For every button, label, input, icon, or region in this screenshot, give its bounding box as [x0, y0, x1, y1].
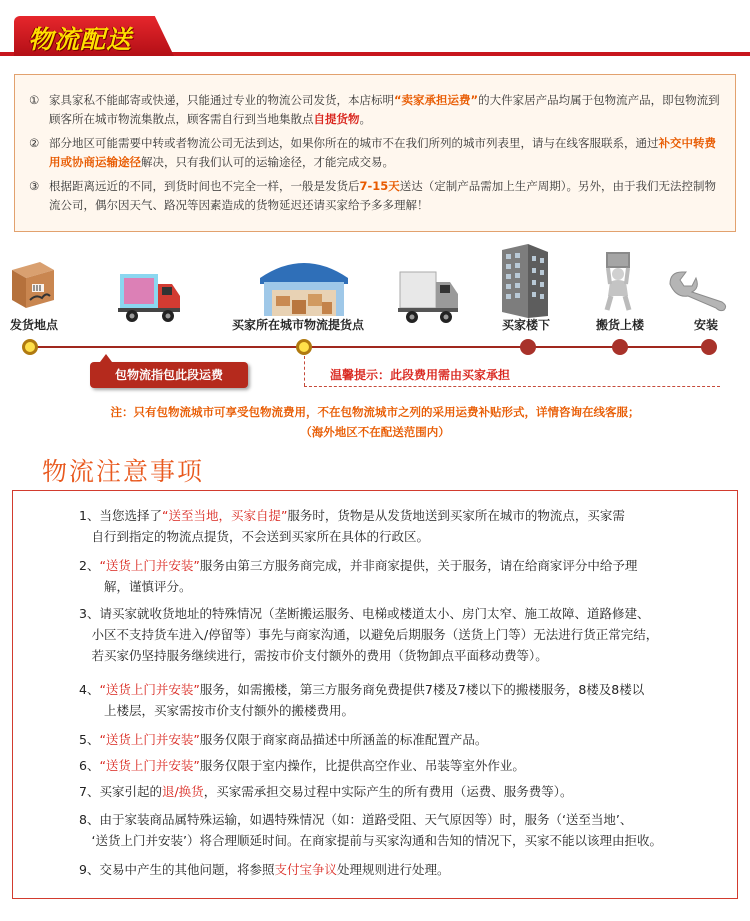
text-run: 根据距离远近的不同，到货时间也不完全一样，一般是发货后 — [49, 179, 360, 193]
rule-item — [79, 781, 719, 802]
rule-item — [79, 679, 719, 721]
delivery-flow-diagram — [0, 250, 750, 450]
notice-number: ① — [29, 93, 40, 107]
truck-icon — [118, 270, 182, 330]
rule-item — [79, 603, 719, 666]
highlight-text: “卖家承担运费” — [394, 93, 479, 107]
warehouse-icon — [256, 254, 352, 322]
highlight-text: “送货上门并安装” — [99, 732, 200, 747]
text-run: 服务仅限于室内操作，比提供高空作业、吊装等室外作业。 — [199, 758, 525, 773]
text-run: 上楼层，买家需按市价支付额外的搬楼费用。 — [79, 703, 355, 718]
text-run: 小区不支持货车进入/停留等）事先与商家沟通，以避免后期服务（送货上门等）无法进行货正常完结， — [79, 627, 659, 642]
text-run: 1、当您选择了 — [79, 508, 162, 523]
wrench-icon — [666, 268, 730, 316]
highlight-text: 退/换货 — [161, 784, 204, 799]
label-ship-origin: 发货地点 — [10, 318, 59, 332]
highlight-text: 补交中转费用或协商运输途径 — [49, 136, 716, 169]
text-run: 9、交易中产生的其他问题，将参照 — [79, 862, 275, 877]
text-run: 服务，如需搬楼，第三方服务商免费提供7楼及7楼以下的搬楼服务，8楼及8楼以 — [199, 682, 645, 697]
notice-item — [29, 91, 723, 129]
text-run: 解决，只有我们认可的运输途径，才能完成交易。 — [141, 155, 394, 169]
text-run: 2、 — [79, 558, 100, 573]
rule-item — [79, 505, 719, 547]
rule-item — [79, 729, 719, 750]
text-run: 3、请买家就收货地址的特殊情况（垄断搬运服务、电梯或楼道太小、房门太窄、施工故障、道路修建、 — [79, 606, 650, 621]
timeline-dot-install — [701, 339, 717, 355]
timeline-dot-downstairs — [520, 339, 536, 355]
text-run: 6、 — [79, 758, 100, 773]
dashed-connector — [304, 356, 305, 386]
highlight-text: 自提货物 — [313, 112, 360, 126]
notice-item — [29, 134, 723, 172]
text-run: 部分地区可能需要中转或者物流公司无法到达，如果你所在的城市不在我们所列的城市列表里，请与在线客服联系，通过 — [49, 136, 659, 150]
building-icon — [496, 242, 552, 322]
porter-icon — [598, 252, 638, 316]
text-run: 的大件家居产品均属于包物流产品，即包物流到顾客所在城市物流集散点，顾客需自行到当地集散点 — [49, 93, 720, 126]
label-downstairs: 买家楼下 — [502, 318, 551, 332]
label-city-pickup: 买家所在城市物流提货点 — [232, 318, 365, 332]
text-run: 自行到指定的物流点提货，不会送到买家所在具体的行政区。 — [79, 529, 430, 544]
logistics-rules-box — [12, 490, 738, 899]
text-run: 送达（定制产品需加上生产周期）。另外，由于我们无法控制物流公司，偶尔因天气、路况等因素造成的货物延迟还请买家给予多多理解！ — [49, 179, 717, 212]
text-run: 若买家仍坚持服务继续进行，需按市价支付额外的费用（货物卸点平面移动费等）。 — [79, 648, 548, 663]
text-run: 服务时，货物是从发货地送到买家所在城市的物流点，买家需 — [287, 508, 625, 523]
paid-segment-pill: 包物流指包此段运费 — [90, 362, 248, 388]
section-title: 物流注意事项 — [42, 457, 205, 486]
warm-tip: 温馨提示：此段费用需由买家承担 — [330, 368, 511, 382]
notice-text — [29, 91, 723, 129]
label-install: 安装 — [694, 318, 719, 332]
timeline-dot-ship — [22, 339, 38, 355]
text-run: 服务由第三方服务商完成，并非商家提供，关于服务，请在给商家评分中给予理 — [199, 558, 638, 573]
text-run: 处理规则进行处理。 — [336, 862, 450, 877]
timeline-dot-city — [296, 339, 312, 355]
highlight-text: 7-15天 — [359, 179, 400, 193]
highlight-text: “送货上门并安装” — [99, 558, 200, 573]
text-run: ‘送货上门并安装’）将合理顺延时间。在商家提前与买家沟通和告知的情况下，买家不能以该理由拒收。 — [79, 833, 662, 848]
notice-text — [29, 134, 723, 172]
text-run: ，买家需承担交易过程中实际产生的所有费用（运费、服务费等）。 — [203, 784, 573, 799]
highlight-text: “送货上门并安装” — [99, 758, 200, 773]
shipping-notice-box — [14, 74, 736, 232]
rule-item — [79, 809, 719, 851]
rule-item — [79, 859, 719, 880]
text-run: 服务仅限于商家商品描述中所涵盖的标准配置产品。 — [199, 732, 488, 747]
text-run: 4、 — [79, 682, 100, 697]
highlight-text: “送货上门并安装” — [99, 682, 200, 697]
text-run: 家具家私不能邮寄或快递，只能通过专业的物流公司发货，本店标明 — [49, 93, 394, 107]
timeline-line — [30, 346, 710, 348]
rule-item — [79, 755, 719, 776]
timeline-dot-carry — [612, 339, 628, 355]
coverage-note: 注：只有包物流城市可享受包物流费用，不在包物流城市之列的采用运费补贴形式，详情咨询在线客服； — [110, 405, 640, 419]
label-carry-upstairs: 搬货上楼 — [596, 318, 645, 332]
text-run: 解，谨慎评分。 — [79, 579, 192, 594]
text-run: 7、买家引起的 — [79, 784, 162, 799]
notice-item — [29, 177, 723, 215]
text-run: 。 — [359, 112, 371, 126]
highlight-text: 支付宝争议 — [274, 862, 337, 877]
notice-text — [29, 177, 723, 215]
overseas-note: （海外地区不在配送范围内） — [300, 425, 450, 439]
text-run: 5、 — [79, 732, 100, 747]
rule-item — [79, 555, 719, 597]
dashed-connector — [304, 386, 720, 387]
text-run: 8、由于家装商品属特殊运输，如遇特殊情况（如：道路受阻、天气原因等）时，服务（‘送至当地’、 — [79, 812, 633, 827]
page-title: 物流配送 — [28, 25, 133, 54]
header-banner — [0, 14, 750, 56]
highlight-text: “送至当地，买家自提” — [161, 508, 288, 523]
notice-number: ③ — [29, 179, 40, 193]
truck-icon — [398, 268, 460, 332]
notice-number: ② — [29, 136, 40, 150]
box-icon — [10, 260, 56, 314]
